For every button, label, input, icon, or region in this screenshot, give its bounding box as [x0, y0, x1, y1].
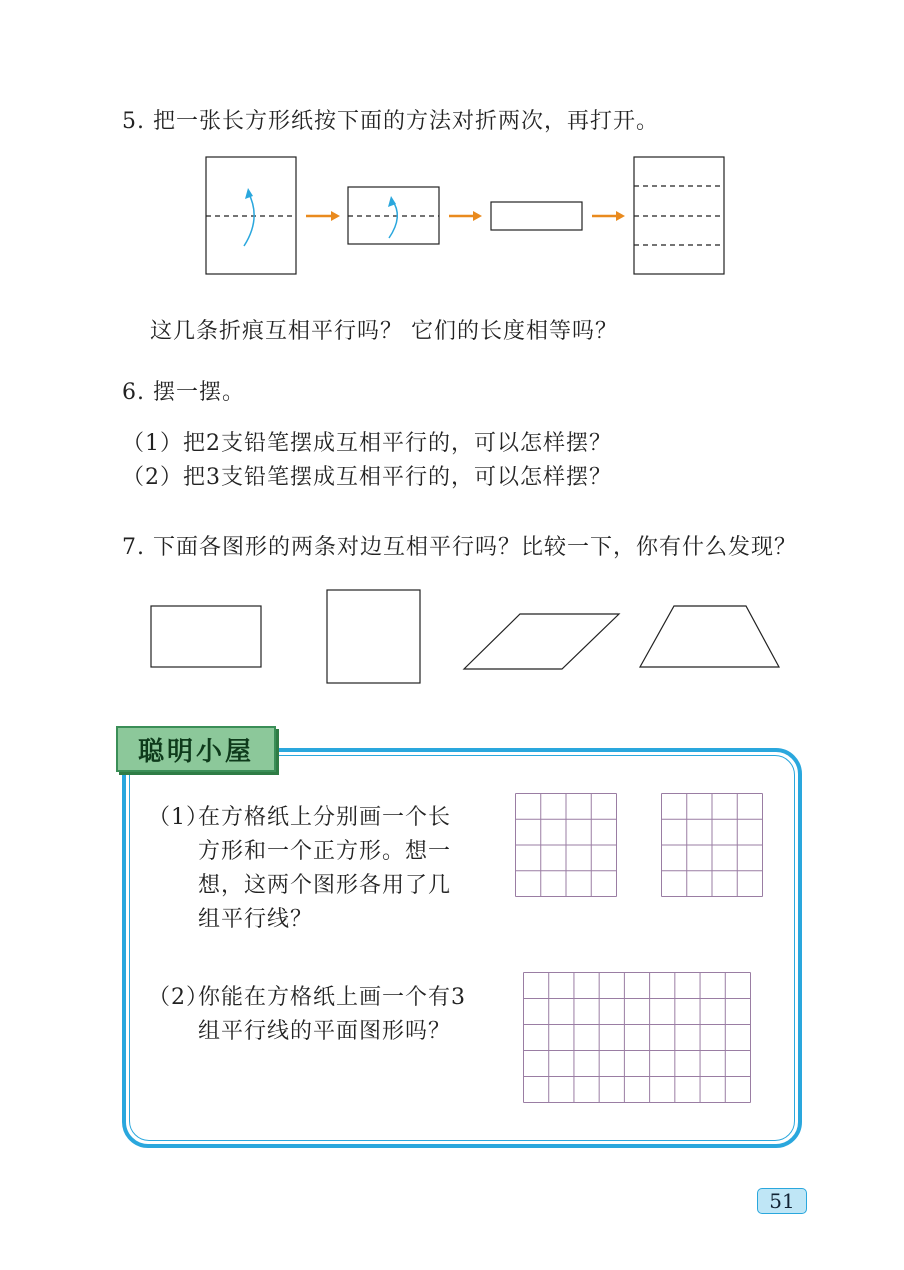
grid-paper-1 [515, 793, 617, 897]
orange-arrow-3 [616, 211, 625, 221]
item1-number: （1） [148, 805, 209, 830]
grid-paper-3 [523, 972, 751, 1103]
item1-line-1: 在方格纸上分别画一个长 [198, 805, 452, 830]
square-shape [327, 590, 420, 683]
q7-title: 7. 下面各图形的两条对边互相平行吗？比较一下，你有什么发现？ [122, 535, 797, 560]
page-number: 51 [757, 1188, 807, 1214]
item1-line-3: 想，这两个图形各用了几 [198, 873, 452, 898]
item1-line-2: 方形和一个正方形。想一 [198, 839, 452, 864]
q5-title: 5. 把一张长方形纸按下面的方法对折两次，再打开。 [122, 109, 659, 134]
trapezoid-shape [640, 606, 779, 667]
parallelogram-shape [464, 614, 619, 669]
smart-house-label: 聪明小屋 [116, 726, 276, 772]
grid-paper-2 [661, 793, 763, 897]
paper-step3 [491, 202, 582, 230]
fold-diagram [200, 150, 730, 280]
q5-question: 这几条折痕互相平行吗？ 它们的长度相等吗？ [150, 319, 618, 344]
q6-item-2: （2）把3支铅笔摆成互相平行的，可以怎样摆？ [122, 465, 612, 490]
orange-arrow-2 [473, 211, 482, 221]
item2-line-2: 组平行线的平面图形吗？ [198, 1019, 452, 1044]
fold-arrow-step1 [244, 192, 254, 246]
q6-item-1: （1）把2支铅笔摆成互相平行的，可以怎样摆？ [122, 431, 612, 456]
item2-number: （2） [148, 985, 209, 1010]
q6-title: 6. 摆一摆。 [122, 380, 245, 405]
shapes-row [140, 585, 790, 695]
item2-line-1: 你能在方格纸上画一个有3 [198, 985, 466, 1010]
item1-line-4: 组平行线？ [198, 907, 314, 932]
orange-arrow-1 [331, 211, 340, 221]
rectangle-shape [151, 606, 261, 667]
